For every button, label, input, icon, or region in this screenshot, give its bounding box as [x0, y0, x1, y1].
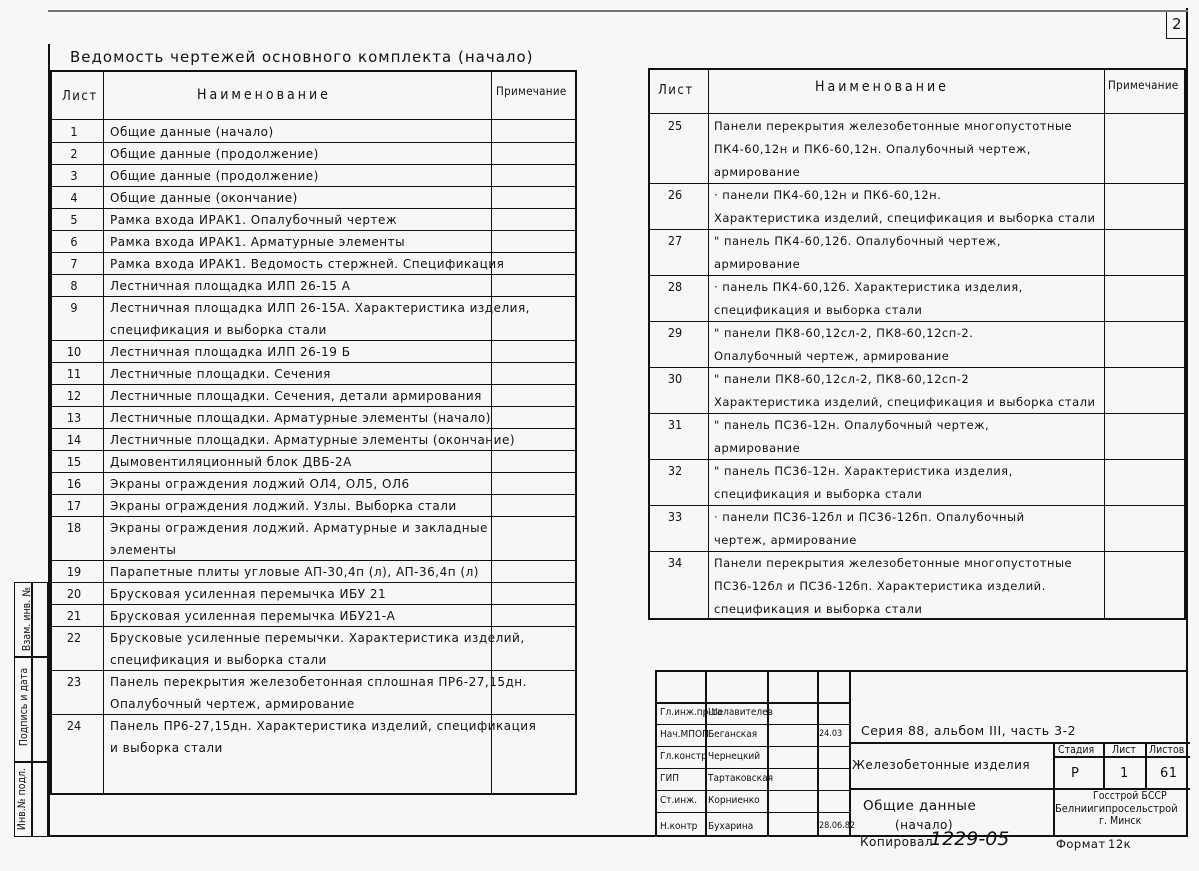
title-block — [655, 670, 1188, 837]
stamp-product: Железобетонные изделия — [852, 758, 1031, 772]
row-divider — [52, 164, 575, 165]
row-text: Лестничные площадки. Арматурные элементы (окончание) — [110, 433, 516, 447]
row-text: Парапетные плиты угловые АП-30,4п (л), АП-36,4п (л) — [110, 565, 479, 579]
row-number: 19 — [66, 564, 82, 579]
row-number: 34 — [667, 555, 683, 570]
row-text: Опалубочный чертеж, армирование — [714, 349, 950, 363]
side-stamp-inv-orig: Инв.№ подл. — [16, 767, 29, 831]
row-divider — [52, 604, 575, 605]
row-text: Экраны ограждения лоджий. Узлы. Выборка стали — [110, 499, 457, 513]
row-divider — [650, 321, 1184, 322]
row-number: 24 — [66, 718, 82, 733]
row-number: 11 — [66, 366, 82, 381]
row-text: Экраны ограждения лоджий ОЛ4, ОЛ5, ОЛ6 — [110, 477, 410, 491]
row-number: 12 — [66, 388, 82, 403]
row-text: спецификация и выборка стали — [714, 487, 923, 501]
row-divider — [52, 714, 575, 715]
row-number: 31 — [667, 417, 683, 432]
row-text: Общие данные (продолжение) — [110, 169, 319, 183]
stamp-row-divider — [657, 746, 849, 747]
row-text: Рамка входа ИРАК1. Ведомость стержней. Спецификация — [110, 257, 505, 271]
stamp-series: Серия 88, альбом III, часть 3-2 — [861, 723, 1077, 738]
row-text: Брусковая усиленная перемычка ИБУ 21 — [110, 587, 387, 601]
row-divider — [650, 459, 1184, 460]
left-sheet-table — [50, 70, 577, 795]
row-number: 28 — [667, 279, 683, 294]
side-stamp-sign-date: Подпись и дата — [18, 667, 31, 747]
row-number: 13 — [66, 410, 82, 425]
side-stamp-inv-sub: Взам. инв. № — [21, 586, 34, 652]
stamp-stage-label: Стадия — [1058, 744, 1095, 756]
row-text: Характеристика изделий, спецификация и выборка стали — [714, 211, 1096, 225]
row-text: спецификация и выборка стали — [714, 303, 923, 317]
row-divider — [650, 183, 1184, 184]
stamp-stage: Р — [1071, 766, 1080, 781]
row-text: Лестничная площадка ИЛП 26-15А. Характеристика изделия, — [110, 301, 530, 315]
stamp-role: Гл.инж.пр-та — [660, 707, 723, 718]
stamp-row-divider — [657, 724, 849, 725]
row-text: Общие данные (окончание) — [110, 191, 298, 205]
row-text: Лестничная площадка ИЛП 26-15 А — [110, 279, 351, 293]
row-text: " панель ПС36-12н. Опалубочный чертеж, — [714, 418, 990, 432]
row-text: · панель ПК4-60,12б. Характеристика изделия, — [714, 280, 1023, 294]
row-text: Дымовентиляционный блок ДВБ-2А — [110, 455, 352, 469]
page-number-box — [1166, 12, 1187, 39]
col-header-name: Наименование — [197, 87, 331, 103]
row-text: " панель ПК4-60,12б. Опалубочный чертеж, — [714, 234, 1001, 248]
row-number: 32 — [667, 463, 683, 478]
row-text: Панели перекрытия железобетонные многопустотные — [714, 119, 1073, 133]
row-divider — [52, 472, 575, 473]
stamp-name: Беганская — [708, 729, 758, 740]
row-number: 14 — [66, 432, 82, 447]
row-divider — [650, 367, 1184, 368]
row-divider — [52, 252, 575, 253]
row-number: 10 — [66, 344, 82, 359]
row-divider — [52, 582, 575, 583]
row-text: Панель ПР6-27,15дн. Характеристика изделий, спецификация — [110, 719, 537, 733]
row-text: · панели ПК4-60,12н и ПК6-60,12н. — [714, 188, 942, 202]
row-divider — [52, 494, 575, 495]
row-text: спецификация и выборка стали — [714, 602, 923, 616]
row-divider — [52, 142, 575, 143]
row-number: 2 — [70, 146, 78, 161]
row-number: 27 — [667, 233, 683, 248]
stamp-sheets: 61 — [1160, 766, 1178, 781]
row-text: армирование — [714, 165, 801, 179]
row-number: 21 — [66, 608, 82, 623]
row-divider — [650, 413, 1184, 414]
row-text: ПК4-60,12н и ПК6-60,12н. Опалубочный чертеж, — [714, 142, 1031, 156]
stamp-row-divider — [657, 812, 849, 813]
row-text: Характеристика изделий, спецификация и выборка стали — [714, 395, 1096, 409]
row-text: Лестничные площадки. Сечения, детали армирования — [110, 389, 482, 403]
row-divider — [52, 516, 575, 517]
row-number: 15 — [66, 454, 82, 469]
stamp-sheet: 1 — [1120, 766, 1129, 781]
row-number: 17 — [66, 498, 82, 513]
row-divider — [52, 230, 575, 231]
stamp-role: ГИП — [660, 773, 679, 784]
row-divider — [52, 406, 575, 407]
stamp-row-divider — [657, 768, 849, 769]
row-text: Экраны ограждения лоджий. Арматурные и закладные — [110, 521, 488, 535]
row-number: 9 — [70, 300, 78, 315]
row-text: Рамка входа ИРАК1. Арматурные элементы — [110, 235, 406, 249]
stamp-name: Корниенко — [708, 795, 760, 806]
format-value: 12к — [1108, 837, 1132, 851]
row-divider — [52, 384, 575, 385]
row-divider — [52, 428, 575, 429]
row-text: Общие данные (продолжение) — [110, 147, 319, 161]
stamp-name: Чернецкий — [708, 751, 761, 762]
col-header-sheet: Лист — [62, 89, 98, 104]
row-text: чертеж, армирование — [714, 533, 857, 547]
side-stamp — [14, 582, 48, 837]
page-number: 2 — [1172, 15, 1183, 33]
row-divider — [650, 229, 1184, 230]
col-header-note: Примечание — [496, 84, 567, 98]
row-text: Брусковые усиленные перемычки. Характеристика изделий, — [110, 631, 525, 645]
row-number: 18 — [66, 520, 82, 535]
row-number: 4 — [70, 190, 78, 205]
stamp-name: Бухарина — [708, 821, 754, 832]
row-divider — [52, 274, 575, 275]
stamp-row-divider — [657, 790, 849, 791]
row-divider — [52, 626, 575, 627]
row-divider — [52, 560, 575, 561]
row-number: 25 — [667, 118, 683, 133]
row-text: Общие данные (начало) — [110, 125, 274, 139]
stamp-doc-subtitle: (начало) — [895, 818, 954, 832]
row-divider — [650, 551, 1184, 552]
row-text: и выборка стали — [110, 741, 223, 755]
row-text: Опалубочный чертеж, армирование — [110, 697, 355, 711]
row-number: 7 — [70, 256, 78, 271]
row-number: 20 — [66, 586, 82, 601]
stamp-sheets-label: Листов — [1149, 744, 1185, 756]
row-number: 8 — [70, 278, 78, 293]
row-divider — [52, 362, 575, 363]
row-divider — [52, 208, 575, 209]
row-text: спецификация и выборка стали — [110, 653, 327, 667]
row-number: 26 — [667, 187, 683, 202]
row-text: армирование — [714, 441, 801, 455]
row-text: спецификация и выборка стали — [110, 323, 327, 337]
stamp-sheet-label: Лист — [1112, 744, 1136, 756]
row-text: Рамка входа ИРАК1. Опалубочный чертеж — [110, 213, 398, 227]
row-divider — [52, 450, 575, 451]
stamp-role: Гл.констр — [660, 751, 707, 762]
row-text: армирование — [714, 257, 801, 271]
row-text: " панели ПК8-60,12сл-2, ПК8-60,12сп-2 — [714, 372, 970, 386]
stamp-name: Тартаковская — [708, 773, 774, 784]
row-divider — [52, 186, 575, 187]
stamp-date: 24.03 — [819, 729, 843, 739]
stamp-org-1: Госстрой БССР — [1093, 790, 1167, 802]
row-text: " панели ПК8-60,12сл-2, ПК8-60,12сп-2. — [714, 326, 974, 340]
stamp-doc-title: Общие данные — [863, 798, 977, 814]
row-text: Брусковая усиленная перемычка ИБУ21-А — [110, 609, 396, 623]
stamp-role: Нач.МПОП — [660, 729, 709, 740]
row-number: 16 — [66, 476, 82, 491]
row-text: Лестничные площадки. Арматурные элементы (начало) — [110, 411, 491, 425]
row-divider — [52, 296, 575, 297]
row-number: 29 — [667, 325, 683, 340]
stamp-name: Шелавителев — [708, 707, 773, 718]
row-number: 3 — [70, 168, 78, 183]
row-number: 22 — [66, 630, 82, 645]
row-text: Панели перекрытия железобетонные многопустотные — [714, 556, 1073, 570]
row-number: 1 — [70, 124, 78, 139]
row-number: 5 — [70, 212, 78, 227]
row-text: элементы — [110, 543, 177, 557]
frame-top — [48, 10, 1188, 12]
row-text: · панели ПС36-12бл и ПС36-12бп. Опалубочный — [714, 510, 1025, 524]
stamp-org-2: Белниигипросельстрой — [1055, 802, 1178, 815]
row-number: 33 — [667, 509, 683, 524]
row-text: Лестничные площадки. Сечения — [110, 367, 331, 381]
stamp-role: Н.контр — [660, 821, 698, 832]
row-divider — [650, 275, 1184, 276]
row-number: 30 — [667, 371, 683, 386]
col-header-note-right: Примечание — [1108, 78, 1179, 92]
copied-label: Копировал — [860, 835, 934, 849]
stamp-date: 28.06.82 — [819, 821, 856, 831]
page-title: Ведомость чертежей основного комплекта (начало) — [70, 48, 534, 66]
row-text: " панель ПС36-12н. Характеристика изделия, — [714, 464, 1013, 478]
right-sheet-table — [648, 68, 1186, 620]
row-text: Лестничная площадка ИЛП 26-19 Б — [110, 345, 351, 359]
row-text: ПС36-12бл и ПС36-12бп. Характеристика изделий. — [714, 579, 1046, 593]
col-header-sheet-right: Лист — [658, 83, 694, 98]
row-number: 6 — [70, 234, 78, 249]
row-text: Панель перекрытия железобетонная сплошная ПР6-27,15дн. — [110, 675, 527, 689]
row-divider — [650, 505, 1184, 506]
stamp-role: Ст.инж. — [660, 795, 698, 806]
document-number: 1229-05 — [930, 828, 1010, 850]
row-divider — [52, 670, 575, 671]
col-header-name-right: Наименование — [815, 79, 949, 95]
row-divider — [52, 340, 575, 341]
stamp-org-3: г. Минск — [1099, 815, 1142, 827]
row-number: 23 — [66, 674, 82, 689]
format-label: Формат — [1056, 837, 1106, 851]
